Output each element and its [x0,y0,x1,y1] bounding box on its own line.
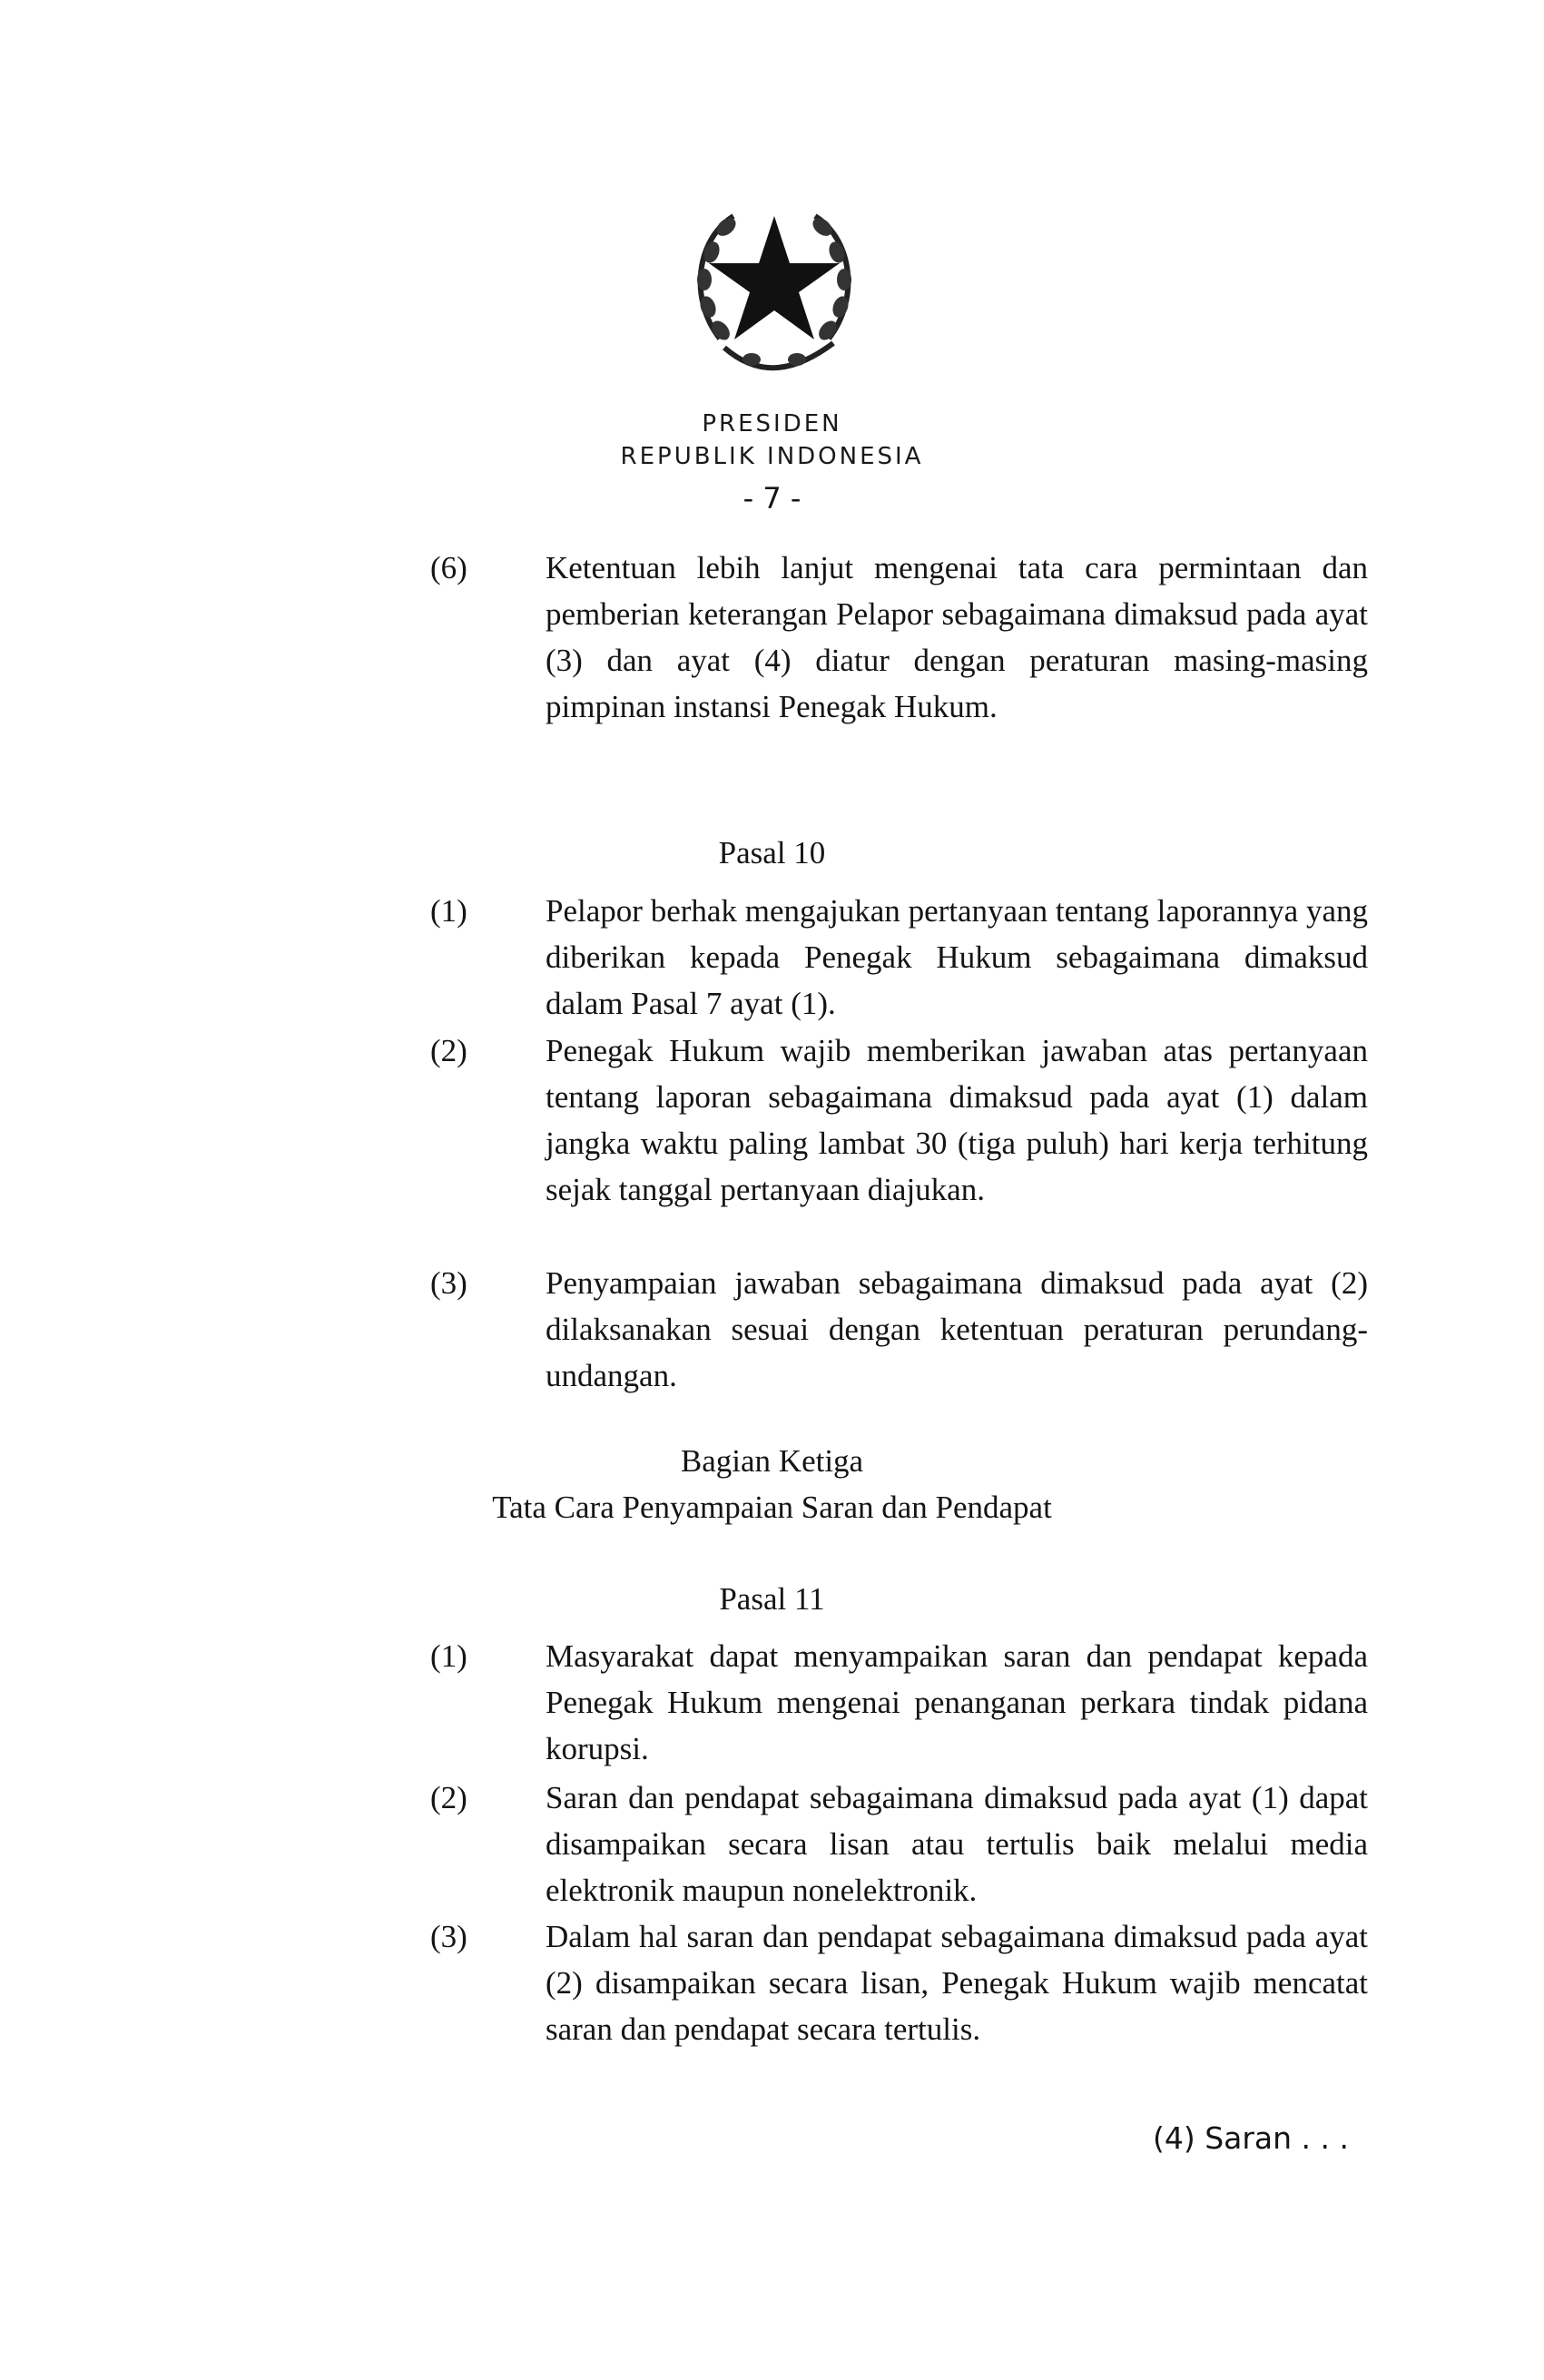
paragraph-item [430,1633,1368,1772]
paragraph-item [430,1028,1368,1213]
header-title-line1: PRESIDEN [702,410,842,438]
paragraph-text: Pelapor berhak mengajukan pertanyaan tentang laporannya yang diberikan kepada Penegak Hukum sebagaimana dimaksud dalam Pasal 7 ayat (1). [546,893,1368,1021]
paragraph-text: Dalam hal saran dan pendapat sebagaimana dimaksud pada ayat (2) disampaikan secara lisan, Penegak Hukum wajib mencatat saran dan pendapat secara tertulis. [546,1919,1368,2047]
paragraph-item [430,1775,1368,1913]
page-number: - 7 - [742,481,802,516]
pasal-11-heading: Pasal 11 [719,1581,825,1617]
paragraph-item [430,1913,1368,2052]
paragraph-text: Penyampaian jawaban sebagaimana dimaksud pada ayat (2) dilaksanakan sesuai dengan ketentuan peraturan perundang-undangan. [546,1265,1368,1393]
paragraph-text: Masyarakat dapat menyampaikan saran dan pendapat kepada Penegak Hukum mengenai penanganan perkara tindak pidana korupsi. [546,1638,1368,1766]
continuation-marker: (4) Saran . . . [1152,2120,1349,2156]
paragraph-number: (2) [430,1780,467,1815]
paragraph-item [430,545,1368,730]
paragraph-text: Ketentuan lebih lanjut mengenai tata cara permintaan dan pemberian keterangan Pelapor sebagaimana dimaksud pada ayat (3) dan ayat (4) diatur dengan peraturan masing-masing pimpinan instansi Penegak Hukum. [546,550,1368,724]
pasal-10-heading: Pasal 10 [718,835,826,870]
paragraph-number: (1) [430,893,467,929]
paragraph-number: (6) [430,550,467,585]
header-title-line2: REPUBLIK INDONESIA [620,443,924,470]
paragraph-item [430,888,1368,1027]
paragraph-text: Saran dan pendapat sebagaimana dimaksud pada ayat (1) dapat disampaikan secara lisan atau tertulis baik melalui media elektronik maupun nonelektronik. [546,1780,1368,1908]
garuda-star-emblem-icon [670,189,879,381]
paragraph-item [430,1260,1368,1399]
paragraph-text: Penegak Hukum wajib memberikan jawaban atas pertanyaan tentang laporan sebagaimana dimaksud pada ayat (1) dalam jangka waktu paling lambat 30 (tiga puluh) hari kerja terhitung sejak tanggal pertanyaan diajukan. [546,1033,1368,1207]
paragraph-number: (3) [430,1265,467,1301]
paragraph-number: (3) [430,1919,467,1954]
bagian-subheading: Tata Cara Penyampaian Saran dan Pendapat [492,1490,1052,1525]
bagian-heading: Bagian Ketiga [680,1443,864,1479]
paragraph-number: (1) [430,1638,467,1674]
paragraph-number: (2) [430,1033,467,1068]
